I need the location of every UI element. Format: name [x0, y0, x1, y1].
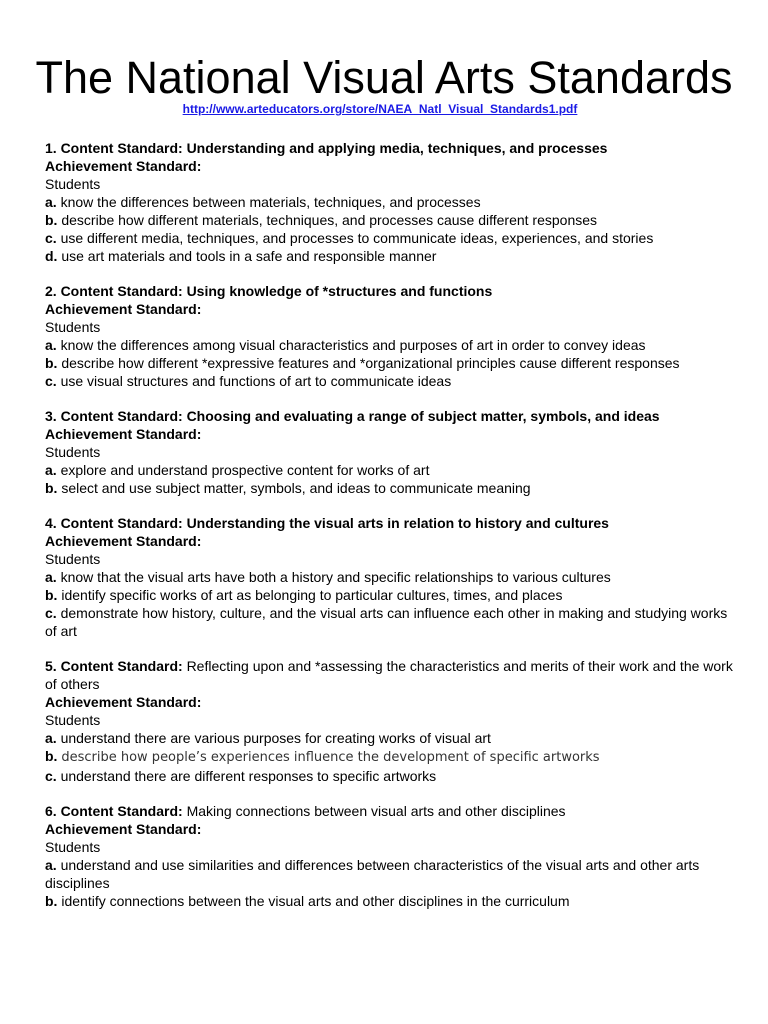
item-letter: b.	[45, 748, 58, 764]
item-text: identify connections between the visual arts and other disciplines in the curriculum	[61, 893, 570, 909]
standard-heading	[45, 282, 735, 300]
item-text: describe how different *expressive features and *organizational principles cause different responses	[61, 355, 680, 371]
item-letter: a.	[45, 857, 57, 873]
standard-heading-text: Choosing and evaluating a range of subject matter, symbols, and ideas	[186, 408, 660, 424]
item-letter: a.	[45, 337, 57, 353]
item-text: use different media, techniques, and processes to communicate ideas, experiences, and stories	[60, 230, 654, 246]
item-text: know the differences between materials, techniques, and processes	[60, 194, 481, 210]
standard-item	[45, 461, 735, 479]
standards-list	[45, 139, 735, 927]
standard-heading	[45, 514, 735, 532]
students-label: Students	[45, 551, 101, 567]
item-text: understand and use similarities and differences between characteristics of the visual arts and other arts disciplines	[45, 857, 700, 891]
students-label: Students	[45, 319, 101, 335]
standard-item	[45, 568, 735, 586]
achievement-standard-label: Achievement Standard:	[45, 158, 202, 174]
standard-item	[45, 729, 735, 747]
standard-heading	[45, 657, 735, 693]
item-letter: c.	[45, 605, 57, 621]
source-link[interactable]: http://www.arteducators.org/store/NAEA_Natl_Visual_Standards1.pdf	[182, 102, 578, 116]
item-letter: a.	[45, 569, 57, 585]
item-letter: b.	[45, 480, 58, 496]
item-letter: c.	[45, 373, 57, 389]
standard-item	[45, 372, 735, 390]
standard-item	[45, 247, 735, 265]
item-letter: b.	[45, 893, 58, 909]
standard-heading-label: 1. Content Standard:	[45, 140, 183, 156]
page-title: The National Visual Arts Standards	[35, 52, 733, 103]
content-standard-1	[45, 139, 735, 265]
item-text: select and use subject matter, symbols, and ideas to communicate meaning	[61, 480, 531, 496]
students-label: Students	[45, 839, 101, 855]
standard-heading-label: 4. Content Standard:	[45, 515, 183, 531]
standard-item	[45, 211, 735, 229]
standard-heading	[45, 802, 735, 820]
item-text: understand there are various purposes for creating works of visual art	[60, 730, 491, 746]
item-text: use art materials and tools in a safe and responsible manner	[61, 248, 437, 264]
item-text: know that the visual arts have both a history and specific relationships to various cultures	[60, 569, 611, 585]
standard-item	[45, 479, 735, 497]
standard-heading	[45, 407, 735, 425]
item-text: describe how different materials, techniques, and processes cause different responses	[61, 212, 598, 228]
students-label: Students	[45, 176, 101, 192]
item-letter: b.	[45, 587, 58, 603]
content-standard-3	[45, 407, 735, 497]
content-standard-2	[45, 282, 735, 390]
item-text: use visual structures and functions of art to communicate ideas	[60, 373, 452, 389]
students-label: Students	[45, 712, 101, 728]
standard-item	[45, 892, 735, 910]
achievement-standard-label: Achievement Standard:	[45, 426, 202, 442]
item-text: demonstrate how history, culture, and the visual arts can influence each other in making and studying works of art	[45, 605, 728, 639]
standard-item	[45, 586, 735, 604]
item-letter: b.	[45, 355, 58, 371]
item-letter: d.	[45, 248, 58, 264]
standard-item	[45, 229, 735, 247]
item-letter: b.	[45, 212, 58, 228]
standard-item	[45, 354, 735, 372]
content-standard-6	[45, 802, 735, 910]
standard-heading-label: 3. Content Standard:	[45, 408, 183, 424]
students-label: Students	[45, 444, 101, 460]
content-standard-5	[45, 657, 735, 785]
standard-heading-text: Reflecting upon and *assessing the characteristics and merits of their work and the work of others	[45, 658, 733, 692]
standard-heading-text: Understanding the visual arts in relation to history and cultures	[186, 515, 609, 531]
item-text: explore and understand prospective content for works of art	[60, 462, 430, 478]
item-letter: a.	[45, 730, 57, 746]
standard-item	[45, 747, 735, 767]
item-letter: c.	[45, 230, 57, 246]
standard-heading-label: 6. Content Standard:	[45, 803, 183, 819]
item-text: know the differences among visual characteristics and purposes of art in order to convey ideas	[60, 337, 646, 353]
standard-heading	[45, 139, 735, 157]
item-text: identify specific works of art as belonging to particular cultures, times, and places	[61, 587, 563, 603]
achievement-standard-label: Achievement Standard:	[45, 694, 202, 710]
content-standard-4	[45, 514, 735, 640]
achievement-standard-label: Achievement Standard:	[45, 301, 202, 317]
item-letter: a.	[45, 194, 57, 210]
standard-heading-text: Making connections between visual arts and other disciplines	[186, 803, 566, 819]
item-text: understand there are different responses to specific artworks	[60, 768, 437, 784]
standard-heading-text: Understanding and applying media, techniques, and processes	[186, 140, 608, 156]
standard-heading-text: Using knowledge of *structures and functions	[186, 283, 493, 299]
standard-heading-label: 5. Content Standard:	[45, 658, 183, 674]
achievement-standard-label: Achievement Standard:	[45, 821, 202, 837]
item-letter: a.	[45, 462, 57, 478]
standard-item	[45, 604, 735, 640]
standard-item	[45, 336, 735, 354]
achievement-standard-label: Achievement Standard:	[45, 533, 202, 549]
standard-item	[45, 767, 735, 785]
item-letter: c.	[45, 768, 57, 784]
standard-item	[45, 193, 735, 211]
standard-item	[45, 856, 735, 892]
standard-heading-label: 2. Content Standard:	[45, 283, 183, 299]
item-text: describe how people’s experiences influence the development of specific artworks	[61, 750, 600, 765]
